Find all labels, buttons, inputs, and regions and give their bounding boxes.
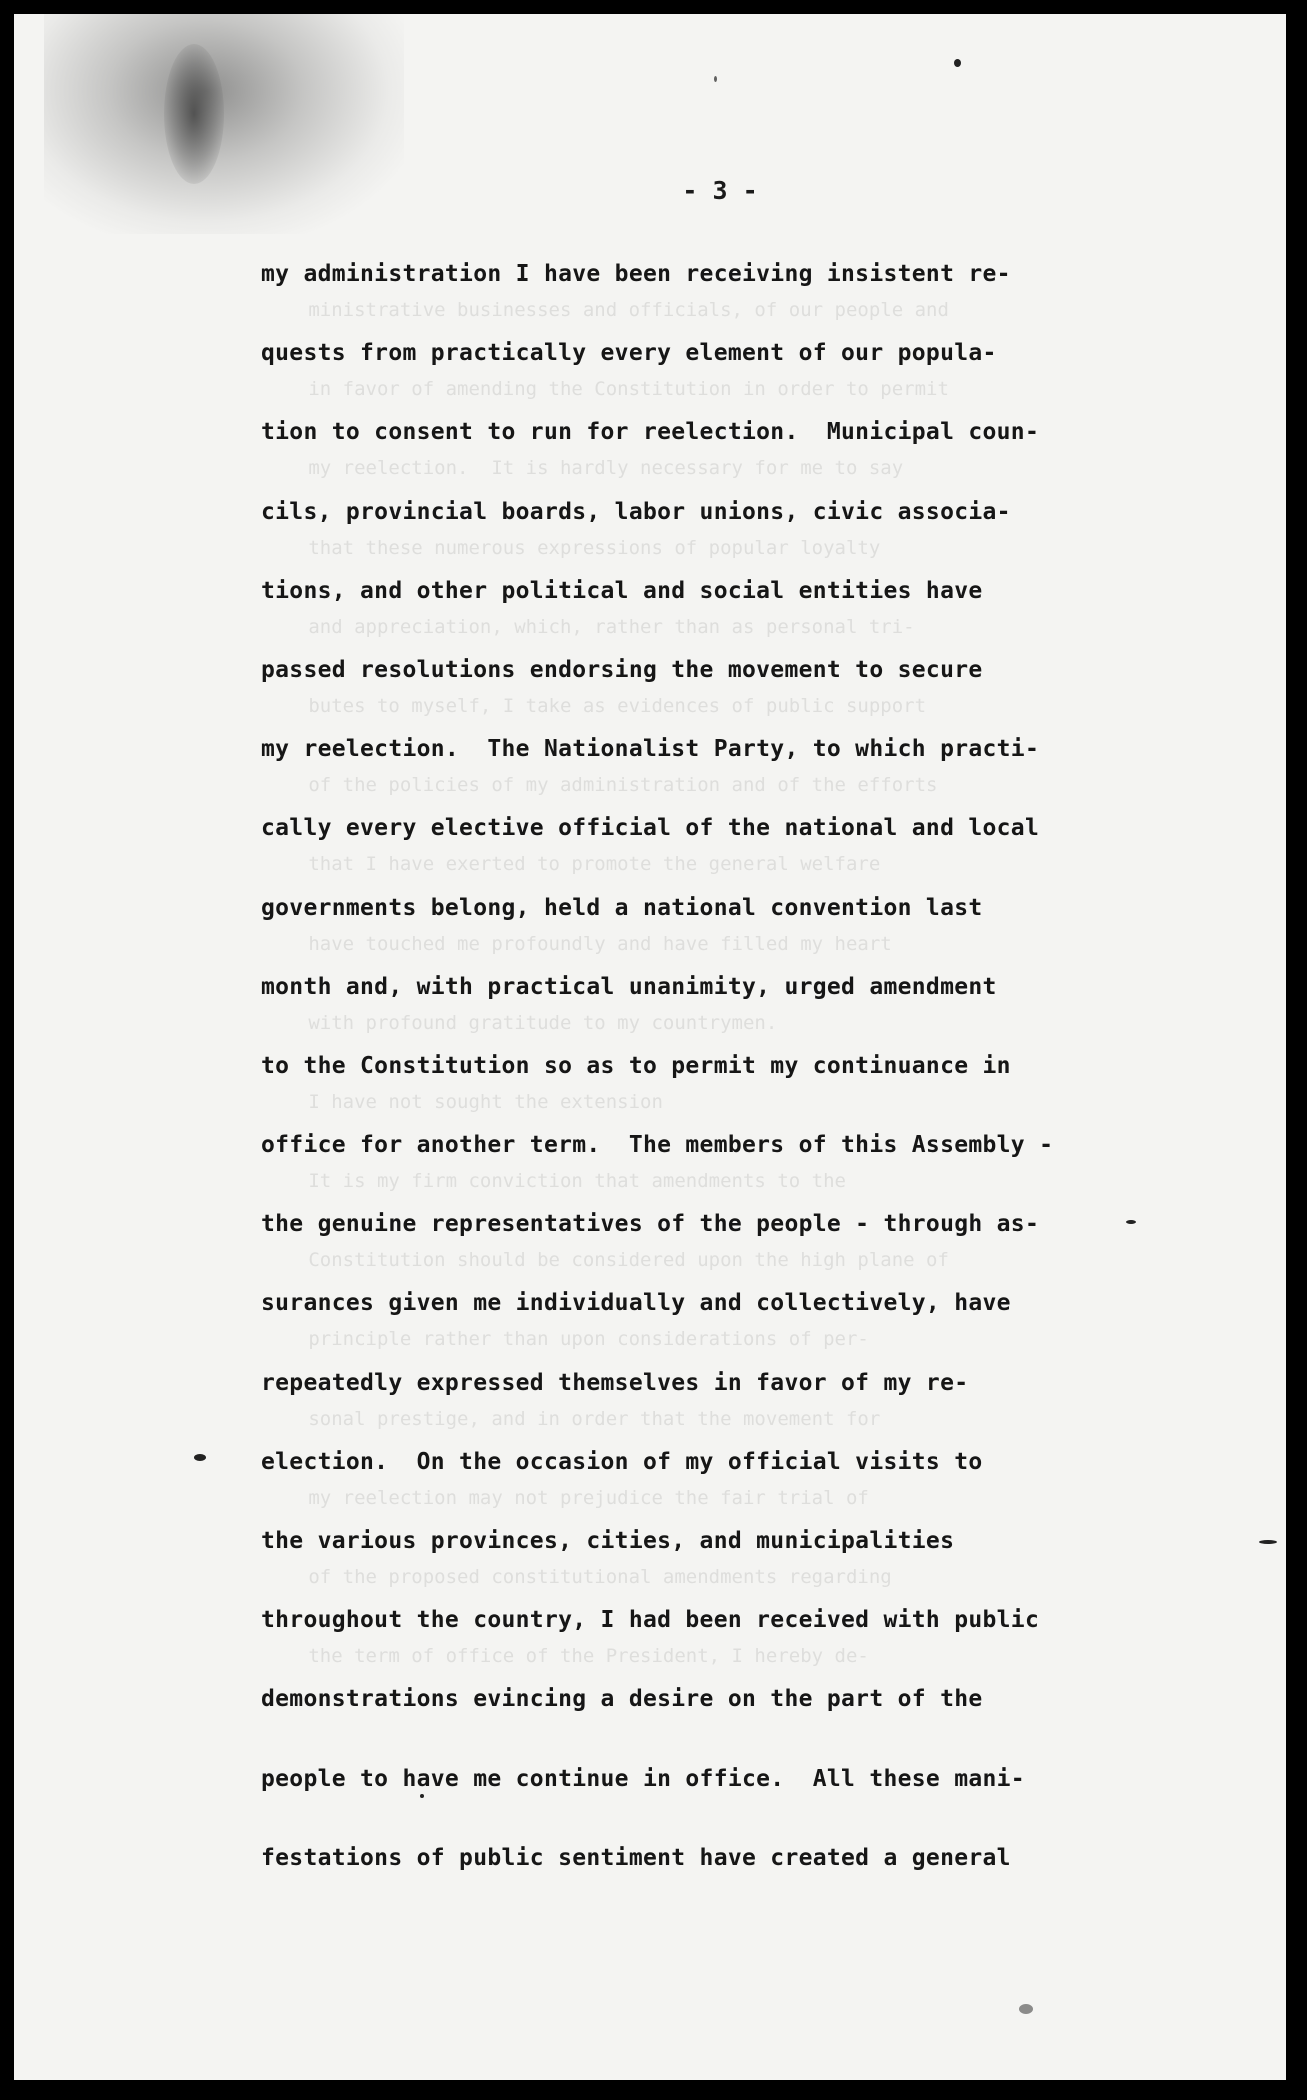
text-line: repeatedly expressed themselves in favor of my re-: [261, 1369, 969, 1396]
text-line: my administration I have been receiving insistent re-: [261, 261, 1011, 287]
speck: [954, 59, 961, 67]
text-line: my reelection. The Nationalist Party, to which practi-: [261, 736, 1040, 763]
text-line: the genuine representatives of the people - through as-: [261, 1211, 1040, 1238]
text-line: surances given me individually and collectively, have: [261, 1290, 1011, 1317]
page-number: - 3 -: [682, 176, 758, 205]
text-line: demonstrations evincing a desire on the part of the: [261, 1686, 983, 1713]
text-line: month and, with practical unanimity, urged amendment: [261, 973, 997, 1000]
text-line: cils, provincial boards, labor unions, civic associa-: [261, 498, 1011, 525]
text-line: governments belong, held a national convention last: [261, 894, 983, 921]
text-line: office for another term. The members of this Assembly -: [261, 1132, 1054, 1159]
text-line: cally every elective official of the national and local: [261, 815, 1040, 842]
text-line: festations of public sentiment have created a general: [261, 1844, 1011, 1871]
ink-blot: [164, 44, 224, 184]
text-line: people to have me continue in office. All these mani-: [261, 1765, 1025, 1792]
speck: [194, 1454, 206, 1461]
text-line: tion to consent to run for reelection. Municipal coun-: [261, 419, 1040, 446]
speck: [714, 76, 717, 82]
speck: [1019, 2004, 1033, 2014]
text-line: throughout the country, I had been received with public: [261, 1607, 1040, 1634]
text-line: the various provinces, cities, and municipalities: [261, 1528, 955, 1554]
text-line: passed resolutions endorsing the movement to secure: [261, 656, 983, 683]
text-line: tions, and other political and social entities have: [261, 577, 983, 604]
document-page: [14, 14, 1286, 2080]
bleed-through-text: ministrative businesses and officials, of our people and in favor of amending the Constitution in order to permit my reelection. It is hardly necessary for me to say that these numerous expressions of popular loyalty and appreciation, which, rather than as personal tri- butes to myself, I take as evidences of public support of the policies of my administration and of the efforts that I have exerted to promote the general welfare have touched me profoundly and have filled my heart with profound gratitude to my countrymen. I have not sought the extension It is my firm conviction that amendments to the Constitution should be considered upon the high plane of principle rather than upon considerations of per- sonal prestige, and in order that the movement for my reelection may not prejudice the fair trial of of the proposed constitutional amendments regarding the term of office of the President, I hereby de-: [274, 299, 949, 1668]
text-line: to the Constitution so as to permit my continuance in: [261, 1052, 1011, 1079]
speck: [1259, 1540, 1277, 1544]
text-line: election. On the occasion of my official visits to: [261, 1448, 983, 1475]
body-text: [261, 254, 1161, 1917]
text-line: quests from practically every element of our popula-: [261, 340, 997, 367]
